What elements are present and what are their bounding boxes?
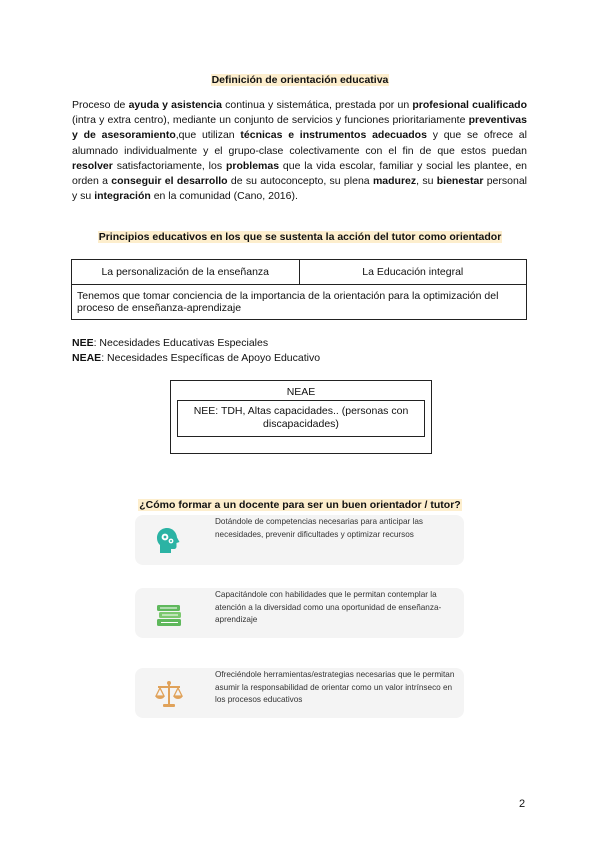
- card-responsibility-text: Ofreciéndole herramientas/estrategias necesarias que le permitan asumir la responsabilidad de orientar como un valor intrínseco en los procesos educativos: [215, 670, 455, 705]
- abbreviations-list: [72, 336, 320, 365]
- definition-text: que la vida escolar, familiar y social les plantee, en orden a: [72, 159, 528, 188]
- teacher-heading: ¿Cómo formar a un docente para ser un buen orientador / tutor?: [139, 499, 461, 511]
- definition-keyword: madurez: [372, 175, 417, 188]
- definition-heading: Definición de orientación educativa: [211, 74, 389, 86]
- principles-table: [71, 259, 527, 320]
- definition-keyword: integración: [94, 190, 151, 203]
- principles-heading: Principios educativos en los que se sustenta la acción del tutor como orientador: [98, 231, 502, 243]
- neae-definition: NEAE: Necesidades Específicas de Apoyo Educativo: [72, 351, 321, 364]
- definition-text: en la comunidad (Cano, 2016).: [150, 190, 298, 203]
- definition-text: Proceso de: [72, 99, 129, 111]
- nee-definition: NEE: Necesidades Educativas Especiales: [72, 337, 269, 349]
- card-diversity: [135, 588, 464, 638]
- definition-keyword: conseguir el desarrollo: [111, 175, 228, 188]
- definition-text: y que se ofrece al alumnado individualmente y el grupo-clase colectivamente con el fin de que estos puedan: [72, 129, 527, 157]
- scales-icon: [153, 678, 185, 710]
- neae-box-label: NEAE: [286, 386, 316, 398]
- definition-text: , su: [416, 175, 437, 188]
- definition-keyword: ayuda y asistencia: [128, 99, 222, 111]
- definition-text: de su autoconcepto, su plena: [227, 175, 373, 188]
- definition-keyword: resolver: [72, 159, 113, 172]
- definition-keyword: preventivas y de asesoramiento: [72, 114, 527, 142]
- definition-paragraph: [72, 98, 527, 204]
- head-gears-icon: [153, 525, 185, 557]
- principle-personalization-cell: La personalización de la enseñanza: [72, 260, 300, 285]
- principle-integral-education-cell: La Educación integral: [299, 260, 527, 285]
- card-competencies-text: Dotándole de competencias necesarias para anticipar las necesidades, prevenir dificultades y optimizar recursos: [215, 517, 423, 539]
- books-stack-icon: [153, 598, 185, 630]
- card-diversity-text: Capacitándole con habilidades que le permitan contemplar la atención a la diversidad como una oportunidad de enseñanza-aprendizaje: [215, 590, 442, 625]
- definition-text: ,que utilizan: [175, 129, 241, 142]
- definition-text: satisfactoriamente, los: [112, 159, 226, 172]
- definition-keyword: bienestar: [436, 175, 484, 188]
- definition-text: personal y su: [72, 175, 527, 203]
- definition-keyword: problemas: [225, 159, 280, 172]
- definition-keyword: profesional cualificado: [412, 99, 527, 111]
- definition-text: continua y sistemática, prestada por un: [221, 99, 413, 111]
- card-competencies: [135, 515, 464, 565]
- definition-text: (intra y extra centro), mediante un conjunto de servicios y funciones prioritariamente: [72, 114, 469, 127]
- neae-outer-box: [170, 380, 432, 454]
- definition-keyword: técnicas e instrumentos adecuados: [240, 129, 427, 142]
- nee-inner-box: NEE: TDH, Altas capacidades.. (personas con discapacidades): [177, 400, 425, 437]
- image-crop-edge: [0, 720, 600, 750]
- card-responsibility: [135, 668, 464, 718]
- principles-summary-cell: Tenemos que tomar conciencia de la importancia de la orientación para la optimización del proceso de enseñanza-aprendizaje: [72, 285, 527, 320]
- page-number: 2: [519, 798, 526, 810]
